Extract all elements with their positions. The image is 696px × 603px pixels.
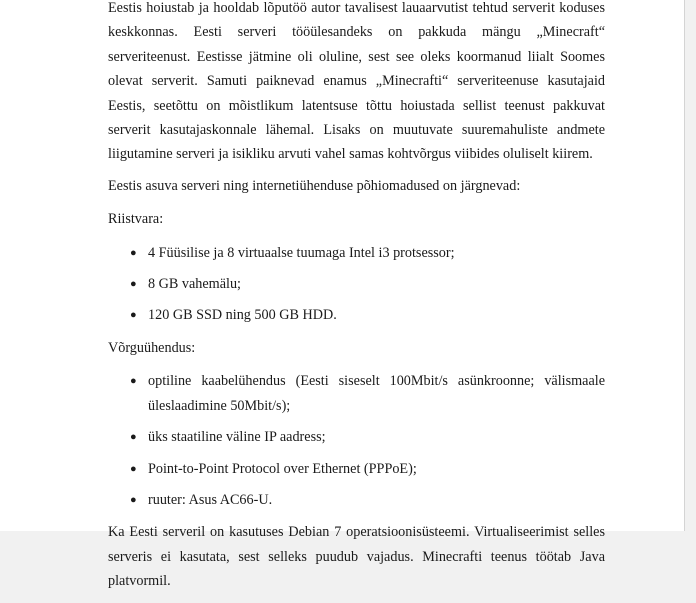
network-list [108,369,605,512]
list-item-text: optiline kaabelühendus (Eesti siseselt 100Mbit/s asünkroonne; välismaale üleslaadimine 50Mbit/s); [148,373,605,414]
network-heading: Võrguühendus: [108,339,196,356]
list-item-text: 8 GB vahemälu; [148,276,241,293]
paragraph-intro: Eestis hoiustab ja hooldab lõputöö autor tavalisest lauaarvutist tehtud serverit koduses keskkonnas. Eesti serveri tööülesandeks on pakkuda mängu „Minecraft“ serveriteenust. Eestisse jätmine oli oluline, sest see oleks koormanud liialt Soomes olevat serverit. Samuti paiknevad enamus „Minecrafti“ serveriteenuse kasutajaid Eestis, seetõttu on mõistlikum latentsuse tõttu hoiustada sellist teenust pakkuvat serverit kasutajaskonnale lähemal. Lisaks on muutuvate suuremahuliste andmete liigutamine serveri ja isikliku arvuti vahel samas kohtvõrgus viibides oluliselt kiirem. [108,0,605,163]
bullet-icon: ● [130,462,137,475]
bullet-icon: ● [130,246,137,259]
bullet-icon: ● [130,493,137,506]
list-item [108,272,605,296]
list-item-text: 4 Füüsilise ja 8 virtuaalse tuumaga Intel i3 protsessor; [148,244,455,261]
bullet-icon: ● [130,375,137,388]
list-item [108,488,605,512]
list-item [108,457,605,481]
list-item [108,369,605,418]
hardware-heading: Riistvara: [108,211,164,228]
list-item-text: ruuter: Asus AC66-U. [148,491,273,508]
list-item [108,425,605,449]
list-item-text: Point-to-Point Protocol over Ethernet (PPPoE); [148,460,417,477]
document-body [108,0,605,603]
list-item [108,241,605,265]
list-item-text: 120 GB SSD ning 500 GB HDD. [148,307,337,324]
paragraph-server-properties: Eestis asuva serveri ning internetiühenduse põhiomadused on järgnevad: [108,177,521,194]
bullet-icon: ● [130,309,137,322]
list-item-text: üks staatiline väline IP aadress; [148,429,326,446]
hardware-list [108,241,605,328]
bullet-icon: ● [130,431,137,444]
list-item [108,303,605,327]
paragraph-debian: Ka Eesti serveril on kasutuses Debian 7 operatsioonisüsteemi. Virtualiseerimist selles serveris ei kasutata, sest selleks puudub vajadus. Minecrafti teenus töötab Java platvormil. [108,524,605,590]
bullet-icon: ● [130,278,137,291]
